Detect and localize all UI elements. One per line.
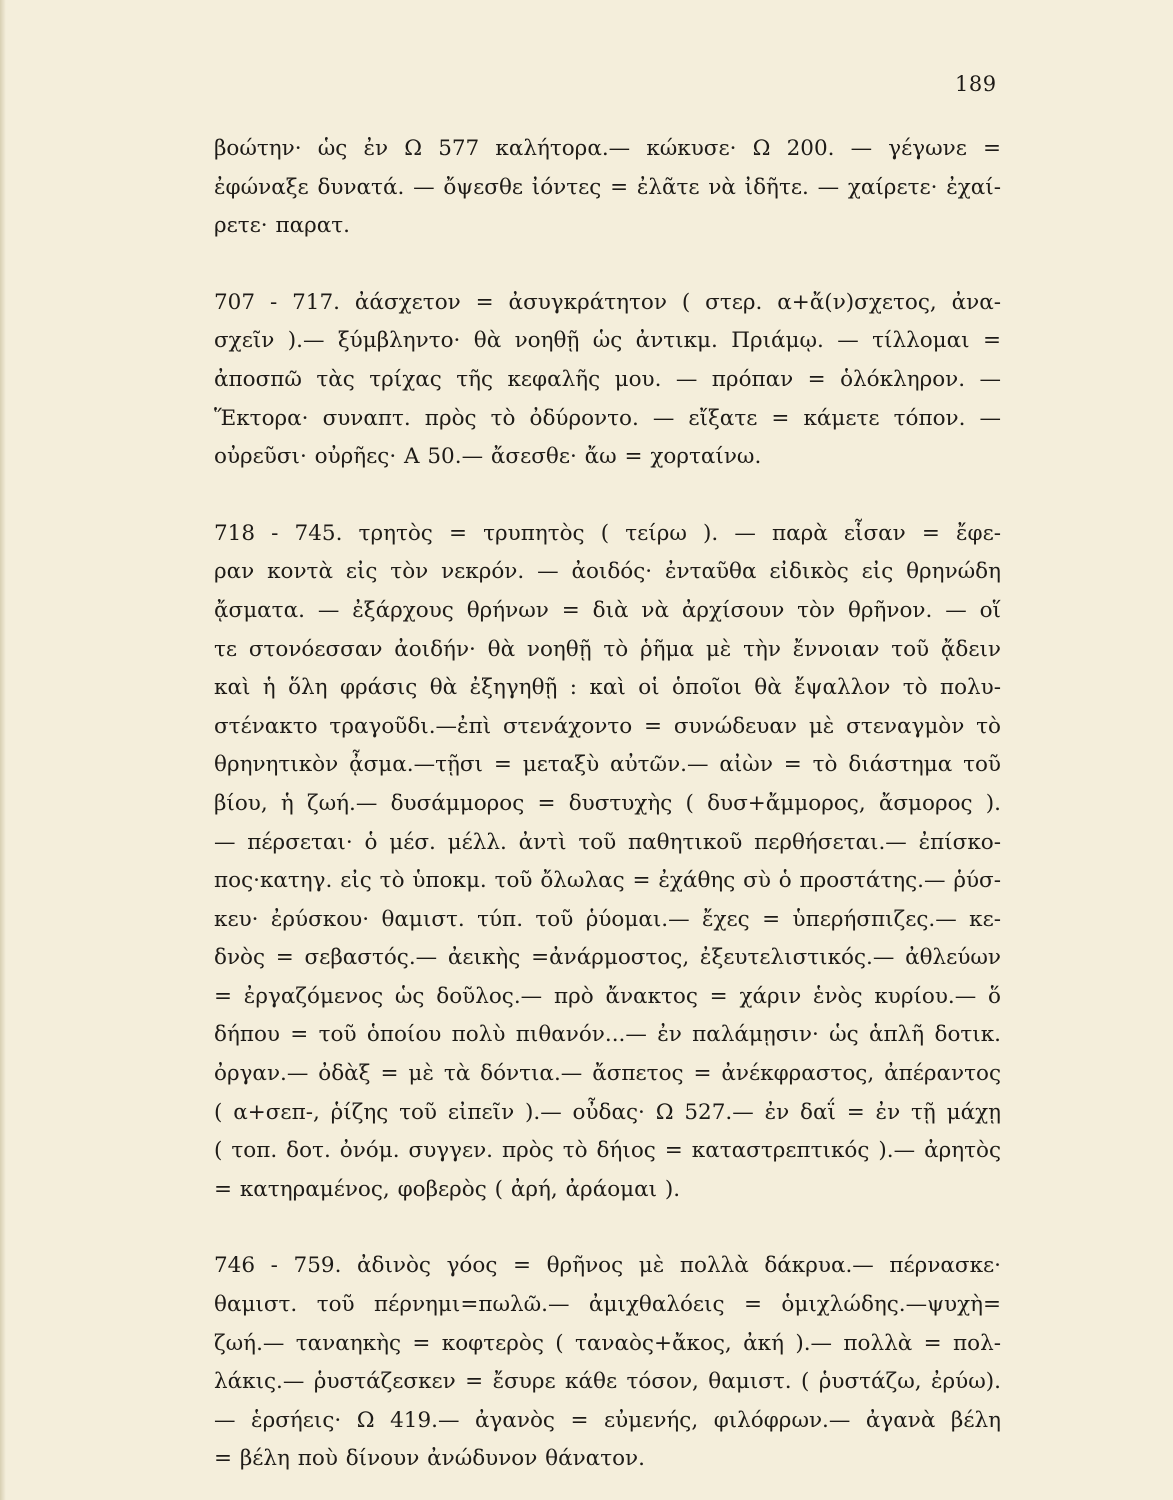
paragraph-718-745 [214,515,1001,1210]
text-line: ἐφώναξε δυνατά. — ὄψεσθε ἰόντες = ἐλᾶτε νὰ ἰδῆτε. — χαίρετε· ἐχαί- [214,174,1001,200]
text-line: βίου, ἡ ζωή.— δυσάμμορος = δυστυχὴς ( δυσ+ἄμμορος, ἄσμορος ). [214,790,1001,816]
text-line: ᾄσματα. — ἐξάρχους θρήνων = διὰ νὰ ἀρχίσουν τὸν θρῆνον. — οἵ [214,597,1001,623]
text-line: ἀποσπῶ τὰς τρίχας τῆς κεφαλῆς μου. — πρόπαν = ὁλόκληρον. — [214,366,1001,392]
commentary-text [214,130,1001,1479]
text-line: δνὸς = σεβαστός.— ἀεικὴς =ἀνάρμοστος, ἐξευτελιστικός.— ἀθλεύων [214,945,1001,971]
text-line: — ἑρσήεις· Ω 419.— ἀγανὸς = εὐμενής, φιλόφρων.— ἀγανὰ βέλη [214,1407,1001,1433]
text-line: ὀργαν.— ὀδὰξ = μὲ τὰ δόντια.— ἄσπετος = ἀνέκφραστος, ἀπέραντος [214,1061,1001,1087]
text-line: πος·κατηγ. εἰς τὸ ὑποκμ. τοῦ ὄλωλας = ἐχάθης σὺ ὁ προστάτης.— ῥύσ- [214,868,1001,894]
text-line: 718 - 745. τρητὸς = τρυπητὸς ( τείρω ). — παρὰ εἷσαν = ἔφε- [214,520,1001,546]
page-edge [0,0,6,1500]
text-line: = βέλη ποὺ δίνουν ἀνώδυνον θάνατον. [214,1446,645,1472]
text-line: σχεῖν ).— ξύμβληντο· θὰ νοηθῇ ὡς ἀντικμ. Πριάμῳ. — τίλλομαι = [214,328,1001,354]
text-line: οὐρεῦσι· οὐρῆες· Α 50.— ἄσεσθε· ἄω = χορταίνω. [214,444,762,470]
text-line: δήπου = τοῦ ὁποίου πολὺ πιθανόν...— ἐν παλάμῃσιν· ὡς ἁπλῆ δοτικ. [214,1022,1001,1048]
text-line: ζωή.— ταναηκὴς = κοφτερὸς ( ταναὸς+ἄκος, ἀκή ).— πολλὰ = πολ- [214,1330,1001,1356]
text-line: κευ· ἐρύσκου· θαμιστ. τύπ. τοῦ ῥύομαι.— ἔχες = ὑπερήσπιζες.— κε- [214,906,1001,932]
text-line: καὶ ἡ ὅλη φράσις θὰ ἐξηγηθῇ : καὶ οἱ ὁποῖοι θὰ ἔψαλλον τὸ πολυ- [214,675,1001,701]
text-line: βοώτην· ὡς ἐν Ω 577 καλήτορα.— κώκυσε· Ω 200. — γέγωνε = [214,136,1001,161]
paragraph-intro [214,130,1001,246]
text-line: ρετε· παρατ. [214,213,351,239]
text-line: Ἕκτορα· συναπτ. πρὸς τὸ ὀδύροντο. — εἴξατε = κάμετε τόπον. — [214,405,1001,431]
text-line: λάκις.— ῥυστάζεσκεν = ἔσυρε κάθε τόσον, θαμιστ. ( ῥυστάζω, ἐρύω). [214,1369,1001,1395]
text-line: στένακτο τραγοῦδι.—ἐπὶ στενάχοντο = συνώδευαν μὲ στεναγμὸν τὸ [214,713,1001,739]
text-line: ραν κοντὰ εἰς τὸν νεκρόν. — ἀοιδός· ἐνταῦθα εἰδικὸς εἰς θρηνώδη [214,559,1001,585]
page-number: 189 [955,72,997,96]
text-line: θρηνητικὸν ᾆσμα.—τῇσι = μεταξὺ αὐτῶν.— αἰὼν = τὸ διάστημα τοῦ [214,752,1001,778]
text-line: 707 - 717. ἀάσχετον = ἀσυγκράτητον ( στερ. α+ἄ(ν)σχετος, ἀνα- [214,289,1001,315]
text-line: 746 - 759. ἀδινὸς γόος = θρῆνος μὲ πολλὰ δάκρυα.— πέρνασκε· [214,1253,1001,1279]
text-line: = ἐργαζόμενος ὡς δοῦλος.— πρὸ ἄνακτος = χάριν ἑνὸς κυρίου.— ὅ [214,983,1001,1009]
text-line: ( τοπ. δοτ. ὀνόμ. συγγεν. πρὸς τὸ δήιος = καταστρεπτικός ).— ἀρητὸς [214,1138,1001,1164]
text-line: — πέρσεται· ὁ μέσ. μέλλ. ἀντὶ τοῦ παθητικοῦ περθήσεται.— ἐπίσκο- [214,829,1001,855]
text-line: ( α+σεπ-, ῥίζης τοῦ εἰπεῖν ).— οὖδας· Ω 527.— ἐν δαΐ = ἐν τῇ μάχῃ [214,1099,1001,1125]
paragraph-707-717 [214,284,1001,477]
text-line: θαμιστ. τοῦ πέρνημι=πωλῶ.— ἀμιχθαλόεις = ὁμιχλώδης.—ψυχὴ= [214,1292,1001,1318]
paragraph-746-759 [214,1247,1001,1479]
text-line: τε στονόεσσαν ἀοιδήν· θὰ νοηθῇ τὸ ῥῆμα μὲ τὴν ἔννοιαν τοῦ ᾄδειν [214,636,1001,662]
text-line: = κατηραμένος, φοβερὸς ( ἀρή, ἀράομαι ). [214,1176,681,1202]
